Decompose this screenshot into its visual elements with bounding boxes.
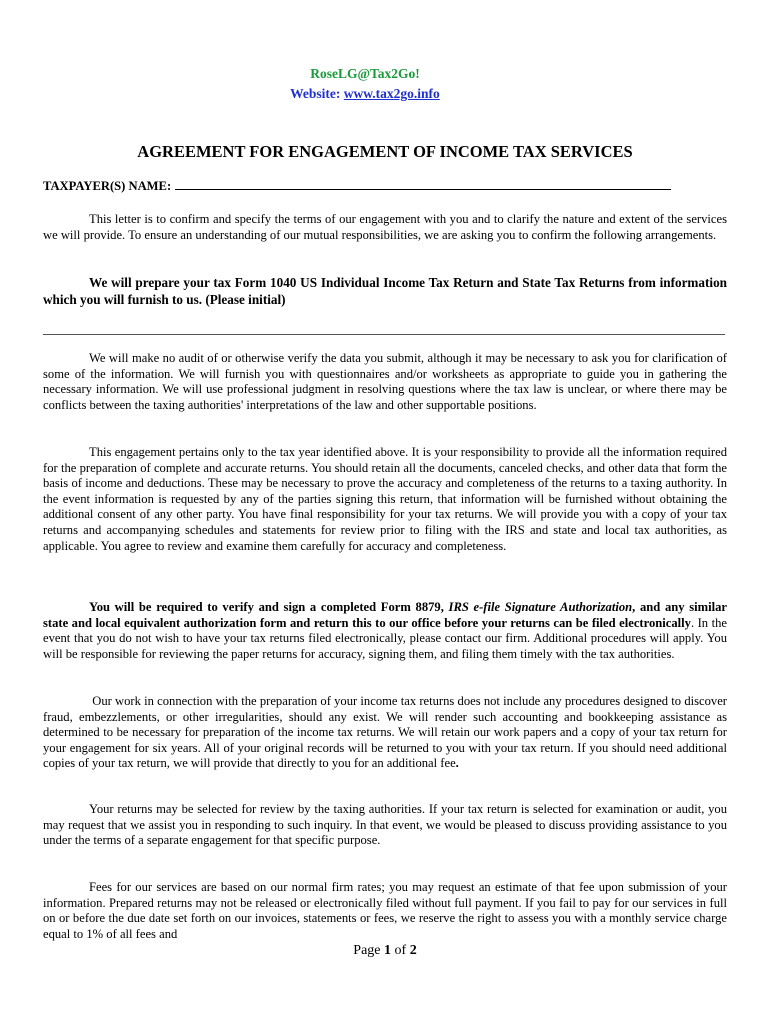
page-total: 2 xyxy=(409,943,417,958)
prepare-paragraph: We will prepare your tax Form 1040 US Individual Income Tax Return and State Tax Returns from information which you will furnish to us. (Please initial) xyxy=(43,275,727,307)
page-footer xyxy=(0,943,770,959)
website-label: Website: xyxy=(290,86,341,101)
audit-paragraph: We will make no audit of or otherwise verify the data you submit, although it may be necessary to ask you for clarification of some of the information. We will furnish you with questionnaires and/or worksheets as appropriate to guide you in gathering the necessary information. We will use professional judgment in resolving questions where the tax law is unclear, or where there may be conflicts between the taxing authorities' interpretations of the law and other supportable positions. xyxy=(43,351,727,412)
review-paragraph: Your returns may be selected for review by the taxing authorities. If your tax return is selected for examination or audit, you may request that we assist you in responding to such inquiry. In that event, we would be pleased to discuss providing assistance to you under the terms of a separate engagement for that specific purpose. xyxy=(43,802,727,848)
initial-line[interactable] xyxy=(43,334,725,335)
email-address: RoseLG@Tax2Go! xyxy=(310,66,420,81)
letterhead xyxy=(0,64,770,104)
fraud-paragraph: Our work in connection with the preparation of your income tax returns does not include any procedures designed to discover fraud, embezzlements, or other irregularities, should any exist. We will render such accounting and bookkeeping assistance as determined to be necessary for preparation of the income tax returns. We will retain our work papers and a copy of your tax return for your engagement for six years. All of your original records will be returned to you with your tax return. If you should need additional copies of your tax return, we will provide that directly to you for an additional fee. xyxy=(43,694,727,771)
taxpayer-name-row xyxy=(43,179,671,195)
page-word: Page xyxy=(353,943,381,958)
verify-paragraph: You will be required to verify and sign a completed Form 8879, IRS e-file Signature Authorization, and any similar state and local equivalent authorization form and return this to our office before your returns can be filed electronically. In the event that you do not wish to have your tax returns filed electronically, please contact our firm. Additional procedures will apply. You will be responsible for reviewing the paper returns for accuracy, signing them, and filing them timely with the tax authorities. xyxy=(43,600,727,661)
website-link[interactable]: www.tax2go.info xyxy=(343,86,440,101)
intro-paragraph: This letter is to confirm and specify the terms of our engagement with you and to clarify the nature and extent of the services we will provide. To ensure an understanding of our mutual responsibilities, we are asking you to confirm the following arrangements. xyxy=(43,212,727,242)
fees-paragraph: Fees for our services are based on our normal firm rates; you may request an estimate of that fee upon submission of your information. Prepared returns may not be released or electronically filed without full payment. If you fail to pay for our services in full on or before the due date set forth on our invoices, statements or fees, we reserve the right to assess you with a monthly service charge equal to 1% of all fees and xyxy=(43,880,727,941)
document-title: AGREEMENT FOR ENGAGEMENT OF INCOME TAX SERVICES xyxy=(137,142,633,161)
taxpayer-name-label: TAXPAYER(S) NAME: xyxy=(43,179,172,193)
page-number: 1 xyxy=(384,943,392,958)
engagement-paragraph: This engagement pertains only to the tax year identified above. It is your responsibility to provide all the information required for the preparation of complete and accurate returns. You should retain all the documents, canceled checks, and other data that form the basis of income and deductions. These may be necessary to prove the accuracy and completeness of the returns to a taxing authority. In the event information is requested by any of the parties signing this return, that information will be furnished without obtaining the additional consent of any other party. You have final responsibility for your tax returns. We will provide you with a copy of your tax returns and accompanying schedules and statements for review prior to filing with the IRS and state and local tax authorities, as applicable. You agree to review and examine them carefully for accuracy and completeness. xyxy=(43,445,727,553)
taxpayer-name-field[interactable] xyxy=(175,179,671,190)
of-word: of xyxy=(394,943,407,958)
website-line xyxy=(0,84,770,104)
